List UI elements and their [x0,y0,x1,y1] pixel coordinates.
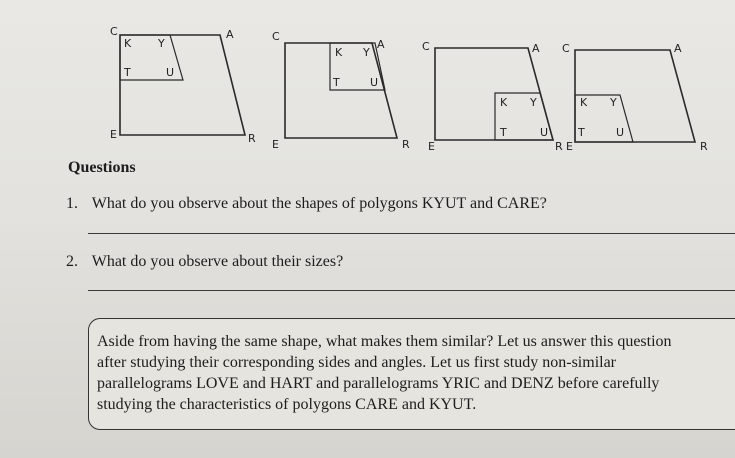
label-e: E [428,140,435,153]
question-1 [66,195,547,213]
label-y: Y [610,96,617,109]
label-u: U [540,126,549,139]
note-box [88,318,735,430]
label-a: A [532,42,540,55]
label-e: E [272,138,279,151]
label-u: U [166,66,175,79]
polygon-care-3 [435,48,553,140]
label-t: T [124,66,131,79]
question-number: 1. [66,195,78,212]
label-c: C [110,25,118,38]
label-e: E [566,140,573,153]
label-k: K [580,96,588,109]
polygon-care-4 [575,50,695,142]
label-y: Y [363,46,370,59]
label-t: T [578,126,585,139]
question-text: What do you observe about the shapes of polygons KYUT and CARE? [91,195,547,212]
label-r: R [248,132,256,145]
question-2 [66,253,343,271]
label-t: T [333,76,340,89]
question-text: What do you observe about their sizes? [91,253,344,270]
label-r: R [555,140,563,153]
label-k: K [335,46,343,59]
answer-line-1[interactable] [88,233,735,234]
polygon-care-1 [120,35,245,135]
label-k: K [500,96,508,109]
note-line-3: parallelograms LOVE and HART and parallelograms YRIC and DENZ before carefully [97,375,660,392]
note-line-2: after studying their corresponding sides and angles. Let us first study non-similar [97,354,617,371]
label-a: A [377,38,385,51]
question-number: 2. [66,253,78,270]
questions-heading: Questions [68,159,136,176]
similar-polygons-figures [0,0,735,170]
label-a: A [674,42,682,55]
label-t: T [500,126,507,139]
label-r: R [402,138,410,151]
label-r: R [700,140,708,153]
label-a: A [226,28,234,41]
answer-line-2[interactable] [88,290,735,291]
figure-2 [272,30,410,151]
label-c: C [562,42,570,55]
figure-3 [422,40,563,153]
note-line-1: Aside from having the same shape, what makes them similar? Let us answer this question [97,333,672,350]
note-line-4: studying the characteristics of polygons CARE and KYUT. [97,396,477,413]
figure-4 [562,42,708,153]
label-c: C [422,40,430,53]
figure-1 [110,25,256,145]
label-e: E [110,128,117,141]
label-y: Y [530,96,537,109]
label-c: C [272,30,280,43]
label-k: K [124,37,132,50]
note-paragraph [97,331,735,415]
label-u: U [616,126,625,139]
label-y: Y [158,37,165,50]
label-u: U [370,76,379,89]
